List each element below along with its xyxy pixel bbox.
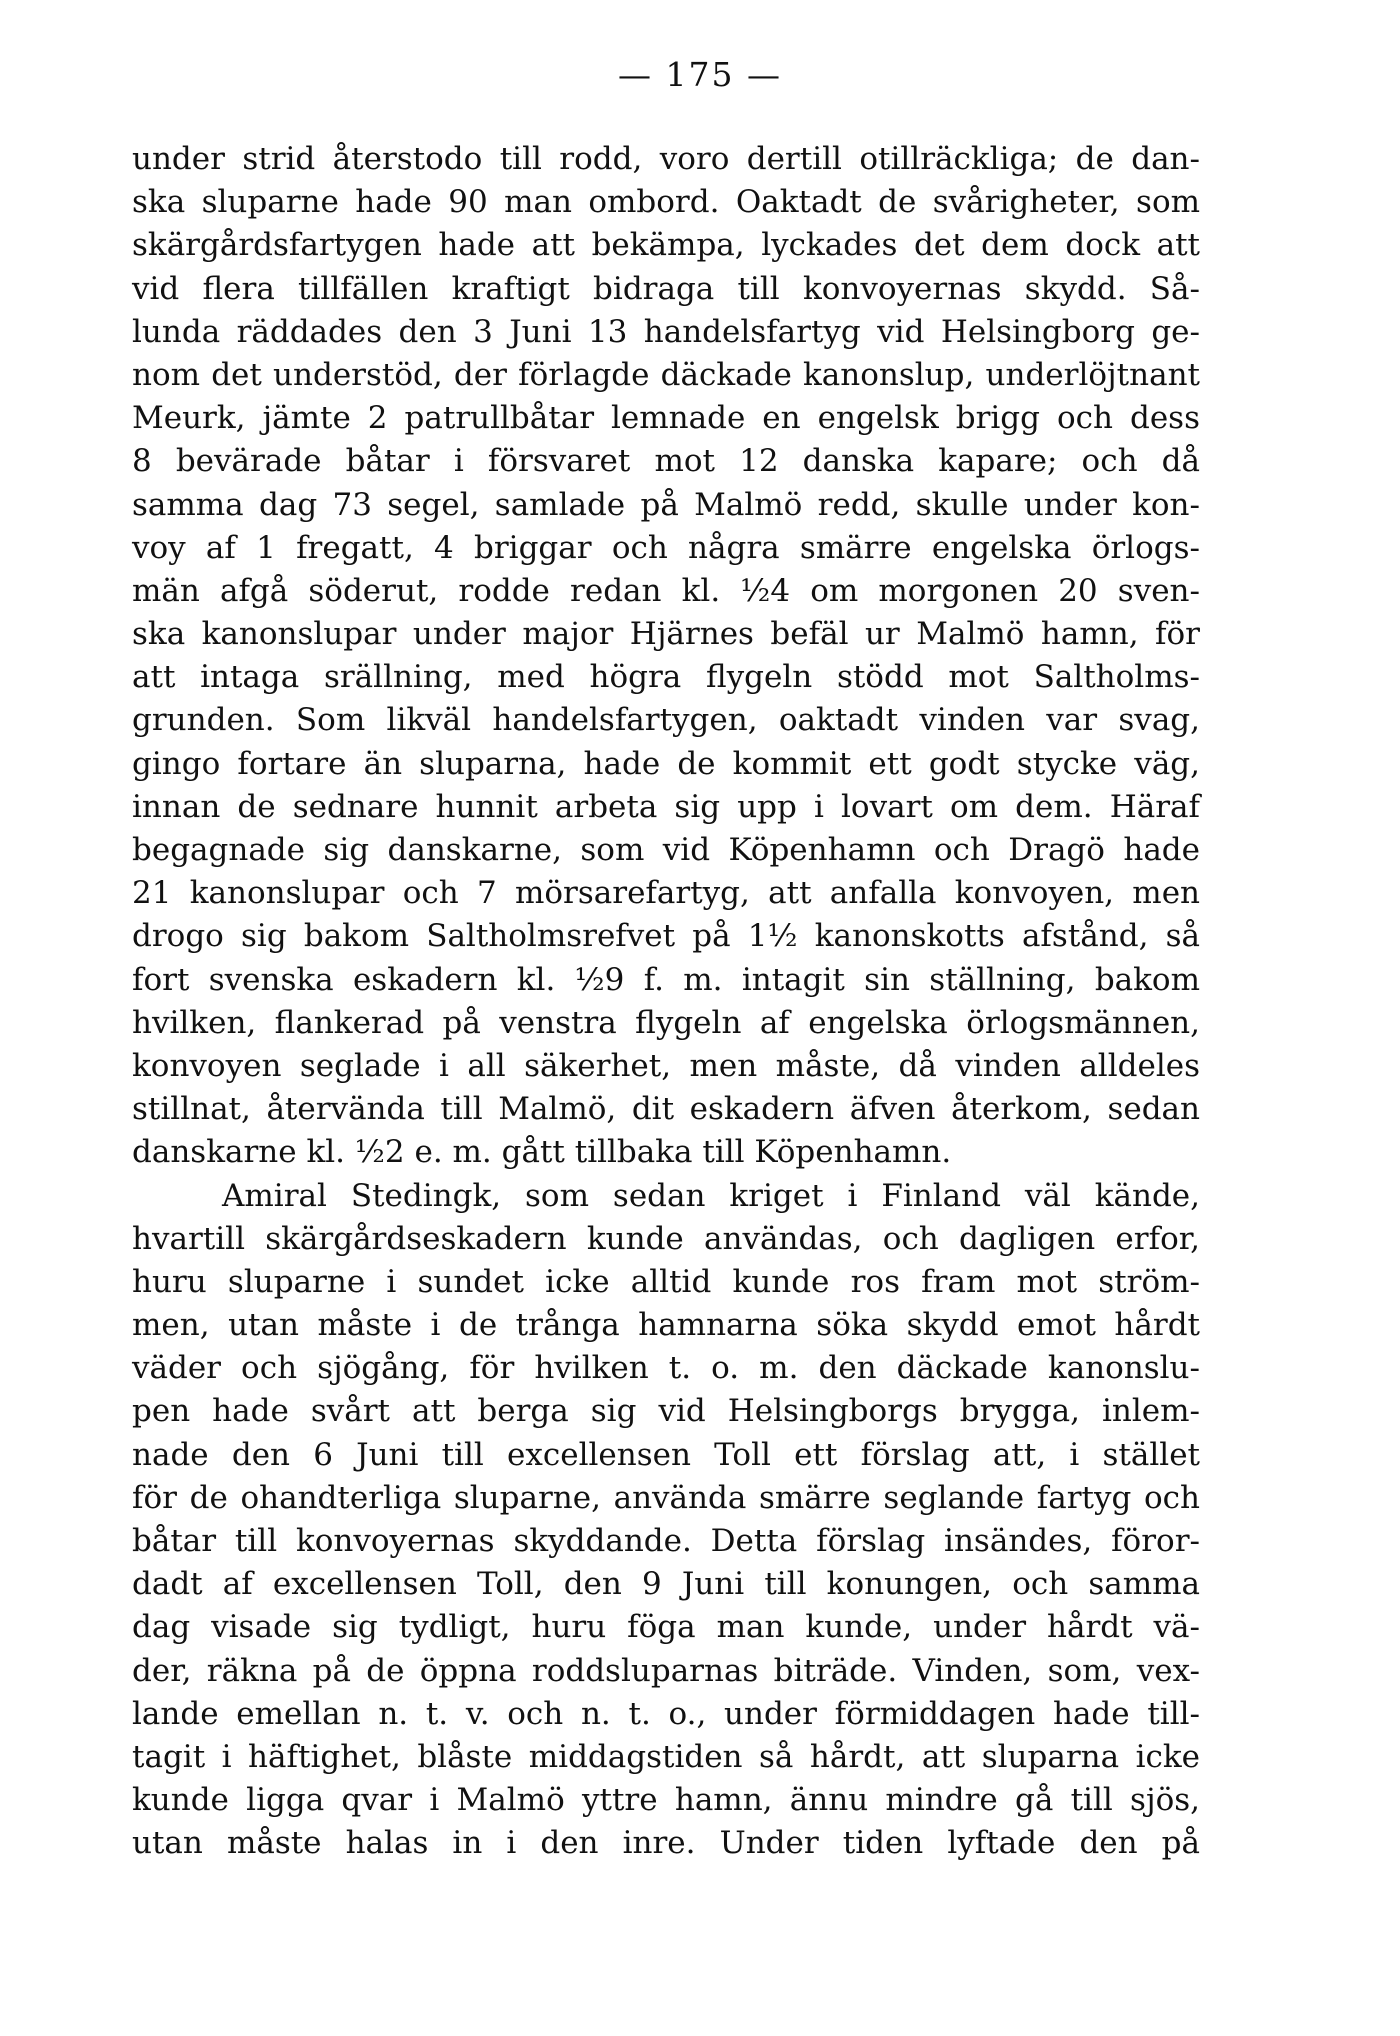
text-line: dag visade sig tydligt, huru föga man kunde, under hårdt vä- bbox=[132, 1609, 1200, 1646]
text-line: under strid återstodo till rodd, voro dertill otillräckliga; de dan- bbox=[132, 141, 1200, 177]
text-line: Meurk, jämte 2 patrullbåtar lemnade en engelsk brigg och dess bbox=[132, 400, 1200, 437]
text-line: skärgårdsfartygen hade att bekämpa, lyckades det dem dock att bbox=[132, 227, 1200, 264]
text-line: dadt af excellensen Toll, den 9 Juni till konungen, och samma bbox=[132, 1566, 1200, 1603]
text-line: män afgå söderut, rodde redan kl. ½4 om morgonen 20 sven- bbox=[132, 572, 1200, 609]
text-line: nade den 6 Juni till excellensen Toll ett förslag att, i stället bbox=[132, 1436, 1200, 1473]
text-line: voy af 1 fregatt, 4 briggar och några smärre engelska örlogs- bbox=[132, 529, 1200, 566]
text-line: lunda räddades den 3 Juni 13 handelsfartyg vid Helsingborg ge- bbox=[132, 313, 1200, 350]
text-line: men, utan måste i de trånga hamnarna söka skydd emot hårdt bbox=[132, 1307, 1200, 1344]
text-line: hvilken, flankerad på venstra flygeln af engelska örlogsmännen, bbox=[132, 1004, 1200, 1041]
text-line: väder och sjögång, för hvilken t. o. m. den däckade kanonslu- bbox=[132, 1350, 1200, 1387]
text-line: pen hade svårt att berga sig vid Helsingborgs brygga, inlem- bbox=[132, 1393, 1200, 1430]
text-line: nom det understöd, der förlagde däckade kanonslup, underlöjtnant bbox=[132, 356, 1200, 393]
text-line: utan måste halas in i den inre. Under tiden lyftade den på bbox=[132, 1825, 1200, 1862]
text-line: drogo sig bakom Saltholmsrefvet på 1½ kanonskotts afstånd, så bbox=[132, 918, 1200, 955]
paragraph bbox=[132, 1175, 1200, 1866]
text-line: ska sluparne hade 90 man ombord. Oaktadt de svårigheter, som bbox=[132, 184, 1200, 221]
text-line: hvartill skärgårdseskadern kunde användas, och dagligen erfor, bbox=[132, 1220, 1200, 1257]
paragraph bbox=[132, 138, 1200, 1175]
text-line: fort svenska eskadern kl. ½9 f. m. intagit sin ställning, bakom bbox=[132, 961, 1200, 998]
text-line: ska kanonslupar under major Hjärnes befäl ur Malmö hamn, för bbox=[132, 616, 1200, 653]
text-line: gingo fortare än sluparna, hade de kommit ett godt stycke väg, bbox=[132, 745, 1200, 782]
text-line: Amiral Stedingk, som sedan kriget i Finland väl kände, bbox=[222, 1177, 1200, 1214]
text-line: samma dag 73 segel, samlade på Malmö redd, skulle under kon- bbox=[132, 486, 1200, 523]
text-line: begagnade sig danskarne, som vid Köpenhamn och Dragö hade bbox=[132, 832, 1200, 868]
text-line: konvoyen seglade i all säkerhet, men måste, då vinden alldeles bbox=[132, 1047, 1200, 1084]
text-line: att intaga srällning, med högra flygeln stödd mot Saltholms- bbox=[132, 659, 1200, 696]
text-line: der, räkna på de öppna roddsluparnas biträde. Vinden, som, vex- bbox=[132, 1652, 1200, 1689]
text-line: huru sluparne i sundet icke alltid kunde ros fram mot ström- bbox=[132, 1263, 1200, 1300]
text-line: lande emellan n. t. v. och n. t. o., under förmiddagen hade till- bbox=[132, 1695, 1200, 1732]
text-line: danskarne kl. ½2 e. m. gått tillbaka till Köpenhamn. bbox=[132, 1134, 952, 1171]
text-line: 21 kanonslupar och 7 mörsarefartyg, att anfalla konvoyen, men bbox=[132, 875, 1200, 912]
page-number-header: — 175 — bbox=[618, 55, 782, 94]
text-line: båtar till konvoyernas skyddande. Detta förslag insändes, föror- bbox=[132, 1523, 1200, 1559]
text-line: innan de sednare hunnit arbeta sig upp i lovart om dem. Häraf bbox=[132, 788, 1200, 825]
text-line: stillnat, återvända till Malmö, dit eskadern äfven återkom, sedan bbox=[132, 1091, 1200, 1128]
text-line: 8 bevärade båtar i försvaret mot 12 danska kapare; och då bbox=[132, 443, 1200, 480]
text-line: vid flera tillfällen kraftigt bidraga till konvoyernas skydd. Så- bbox=[132, 270, 1200, 307]
text-line: för de ohandterliga sluparne, använda smärre seglande fartyg och bbox=[132, 1479, 1200, 1516]
body-text bbox=[132, 138, 1200, 1866]
text-line: tagit i häftighet, blåste middagstiden så hårdt, att sluparna icke bbox=[132, 1738, 1200, 1775]
text-line: kunde ligga qvar i Malmö yttre hamn, ännu mindre gå till sjös, bbox=[132, 1782, 1200, 1819]
text-line: grunden. Som likväl handelsfartygen, oaktadt vinden var svag, bbox=[132, 702, 1200, 739]
